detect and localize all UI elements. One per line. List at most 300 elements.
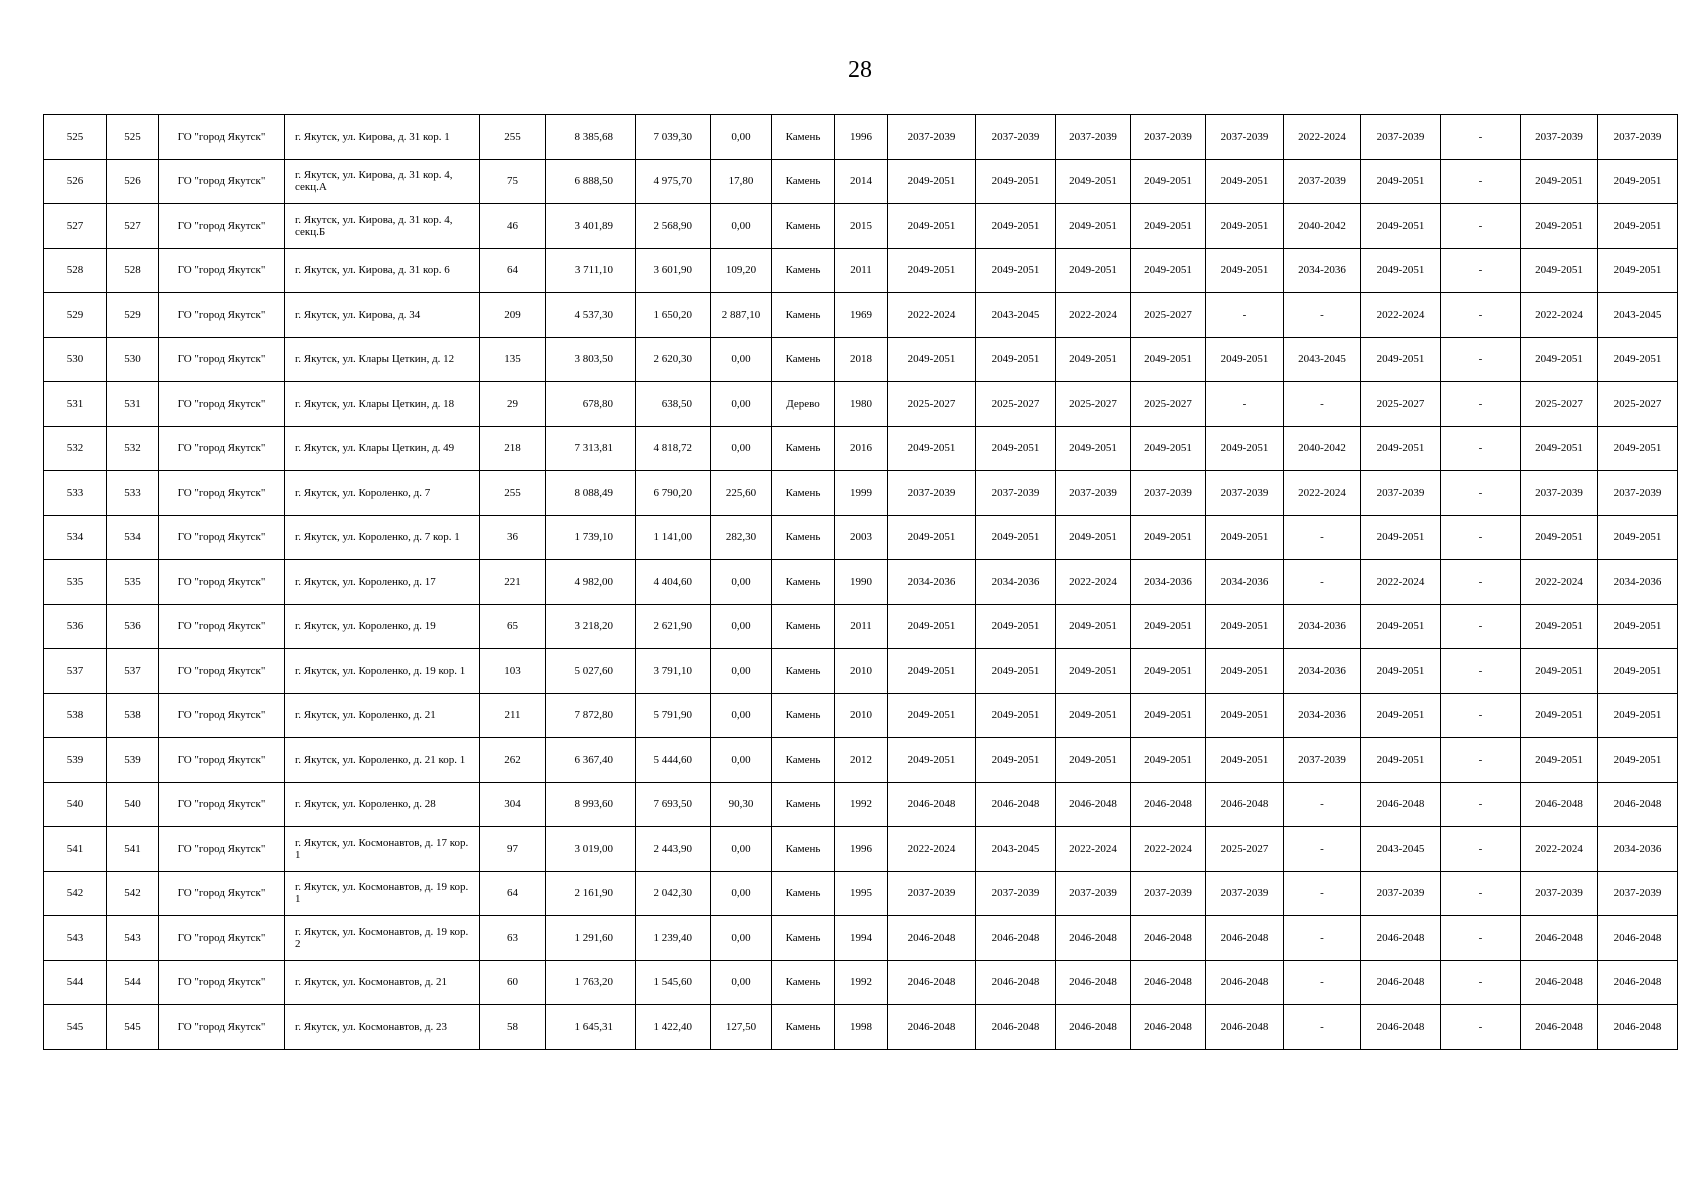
municipality-cell: ГО "город Якутск" bbox=[159, 426, 285, 471]
period-cell-7: 2049-2051 bbox=[1361, 337, 1441, 382]
address-cell: г. Якутск, ул. Кирова, д. 31 кор. 4, секц.Б bbox=[285, 204, 480, 249]
living-area-cell: 4 818,72 bbox=[636, 426, 711, 471]
period-cell-4: 2049-2051 bbox=[1131, 515, 1206, 560]
wall-material-cell: Дерево bbox=[772, 382, 835, 427]
house-number-cell: 532 bbox=[107, 426, 159, 471]
row-number-cell: 526 bbox=[44, 159, 107, 204]
period-cell-8: - bbox=[1441, 515, 1521, 560]
period-cell-9: 2037-2039 bbox=[1521, 115, 1598, 160]
residents-cell: 29 bbox=[480, 382, 546, 427]
residents-cell: 103 bbox=[480, 649, 546, 694]
build-year-cell: 2018 bbox=[835, 337, 888, 382]
period-cell-4: 2046-2048 bbox=[1131, 916, 1206, 961]
period-cell-3: 2049-2051 bbox=[1056, 649, 1131, 694]
address-cell: г. Якутск, ул. Кирова, д. 31 кор. 1 bbox=[285, 115, 480, 160]
period-cell-2: 2043-2045 bbox=[976, 827, 1056, 872]
living-area-cell: 2 568,90 bbox=[636, 204, 711, 249]
residents-cell: 304 bbox=[480, 782, 546, 827]
address-cell: г. Якутск, ул. Клары Цеткин, д. 12 bbox=[285, 337, 480, 382]
municipality-cell: ГО "город Якутск" bbox=[159, 693, 285, 738]
address-cell: г. Якутск, ул. Короленко, д. 19 bbox=[285, 604, 480, 649]
house-number-cell: 540 bbox=[107, 782, 159, 827]
period-cell-7: 2025-2027 bbox=[1361, 382, 1441, 427]
period-cell-9: 2022-2024 bbox=[1521, 560, 1598, 605]
build-year-cell: 1969 bbox=[835, 293, 888, 338]
registry-table bbox=[43, 114, 1678, 1050]
period-cell-3: 2049-2051 bbox=[1056, 604, 1131, 649]
row-number-cell: 542 bbox=[44, 871, 107, 916]
total-area-cell: 3 019,00 bbox=[546, 827, 636, 872]
row-number-cell: 534 bbox=[44, 515, 107, 560]
house-number-cell: 533 bbox=[107, 471, 159, 516]
period-cell-5: - bbox=[1206, 293, 1284, 338]
table-row bbox=[44, 293, 1678, 338]
nonliving-area-cell: 0,00 bbox=[711, 649, 772, 694]
row-number-cell: 535 bbox=[44, 560, 107, 605]
total-area-cell: 5 027,60 bbox=[546, 649, 636, 694]
period-cell-3: 2049-2051 bbox=[1056, 159, 1131, 204]
build-year-cell: 1980 bbox=[835, 382, 888, 427]
period-cell-10: 2049-2051 bbox=[1598, 693, 1678, 738]
residents-cell: 255 bbox=[480, 115, 546, 160]
period-cell-3: 2022-2024 bbox=[1056, 293, 1131, 338]
period-cell-10: 2049-2051 bbox=[1598, 204, 1678, 249]
period-cell-6: 2040-2042 bbox=[1284, 204, 1361, 249]
period-cell-4: 2037-2039 bbox=[1131, 871, 1206, 916]
period-cell-2: 2049-2051 bbox=[976, 337, 1056, 382]
table-row bbox=[44, 916, 1678, 961]
period-cell-2: 2034-2036 bbox=[976, 560, 1056, 605]
period-cell-8: - bbox=[1441, 248, 1521, 293]
house-number-cell: 542 bbox=[107, 871, 159, 916]
period-cell-1: 2049-2051 bbox=[888, 337, 976, 382]
nonliving-area-cell: 90,30 bbox=[711, 782, 772, 827]
nonliving-area-cell: 0,00 bbox=[711, 916, 772, 961]
period-cell-5: 2037-2039 bbox=[1206, 471, 1284, 516]
period-cell-1: 2046-2048 bbox=[888, 782, 976, 827]
house-number-cell: 541 bbox=[107, 827, 159, 872]
period-cell-8: - bbox=[1441, 916, 1521, 961]
period-cell-5: 2046-2048 bbox=[1206, 960, 1284, 1005]
wall-material-cell: Камень bbox=[772, 1005, 835, 1050]
living-area-cell: 3 791,10 bbox=[636, 649, 711, 694]
period-cell-3: 2022-2024 bbox=[1056, 827, 1131, 872]
period-cell-1: 2046-2048 bbox=[888, 1005, 976, 1050]
residents-cell: 46 bbox=[480, 204, 546, 249]
period-cell-1: 2049-2051 bbox=[888, 204, 976, 249]
period-cell-9: 2049-2051 bbox=[1521, 649, 1598, 694]
period-cell-9: 2037-2039 bbox=[1521, 871, 1598, 916]
total-area-cell: 6 367,40 bbox=[546, 738, 636, 783]
house-number-cell: 528 bbox=[107, 248, 159, 293]
period-cell-2: 2046-2048 bbox=[976, 782, 1056, 827]
address-cell: г. Якутск, ул. Космонавтов, д. 23 bbox=[285, 1005, 480, 1050]
build-year-cell: 1999 bbox=[835, 471, 888, 516]
address-cell: г. Якутск, ул. Короленко, д. 21 bbox=[285, 693, 480, 738]
period-cell-3: 2049-2051 bbox=[1056, 515, 1131, 560]
table-row bbox=[44, 337, 1678, 382]
table-row bbox=[44, 204, 1678, 249]
period-cell-9: 2022-2024 bbox=[1521, 827, 1598, 872]
wall-material-cell: Камень bbox=[772, 159, 835, 204]
period-cell-2: 2049-2051 bbox=[976, 604, 1056, 649]
period-cell-9: 2046-2048 bbox=[1521, 1005, 1598, 1050]
period-cell-7: 2049-2051 bbox=[1361, 738, 1441, 783]
period-cell-6: 2040-2042 bbox=[1284, 426, 1361, 471]
period-cell-5: 2049-2051 bbox=[1206, 604, 1284, 649]
build-year-cell: 1992 bbox=[835, 960, 888, 1005]
total-area-cell: 8 993,60 bbox=[546, 782, 636, 827]
period-cell-8: - bbox=[1441, 649, 1521, 694]
build-year-cell: 2010 bbox=[835, 693, 888, 738]
period-cell-6: - bbox=[1284, 916, 1361, 961]
wall-material-cell: Камень bbox=[772, 960, 835, 1005]
period-cell-1: 2049-2051 bbox=[888, 248, 976, 293]
period-cell-7: 2049-2051 bbox=[1361, 204, 1441, 249]
period-cell-9: 2049-2051 bbox=[1521, 204, 1598, 249]
period-cell-4: 2049-2051 bbox=[1131, 337, 1206, 382]
nonliving-area-cell: 127,50 bbox=[711, 1005, 772, 1050]
period-cell-8: - bbox=[1441, 426, 1521, 471]
house-number-cell: 530 bbox=[107, 337, 159, 382]
municipality-cell: ГО "город Якутск" bbox=[159, 115, 285, 160]
nonliving-area-cell: 2 887,10 bbox=[711, 293, 772, 338]
period-cell-1: 2025-2027 bbox=[888, 382, 976, 427]
nonliving-area-cell: 0,00 bbox=[711, 960, 772, 1005]
period-cell-9: 2049-2051 bbox=[1521, 738, 1598, 783]
house-number-cell: 527 bbox=[107, 204, 159, 249]
nonliving-area-cell: 0,00 bbox=[711, 871, 772, 916]
period-cell-5: 2025-2027 bbox=[1206, 827, 1284, 872]
period-cell-10: 2025-2027 bbox=[1598, 382, 1678, 427]
page-number: 28 bbox=[848, 57, 872, 83]
period-cell-9: 2049-2051 bbox=[1521, 248, 1598, 293]
build-year-cell: 2010 bbox=[835, 649, 888, 694]
table-row bbox=[44, 159, 1678, 204]
period-cell-3: 2049-2051 bbox=[1056, 693, 1131, 738]
period-cell-3: 2049-2051 bbox=[1056, 204, 1131, 249]
period-cell-4: 2049-2051 bbox=[1131, 248, 1206, 293]
period-cell-4: 2049-2051 bbox=[1131, 159, 1206, 204]
period-cell-4: 2049-2051 bbox=[1131, 649, 1206, 694]
living-area-cell: 3 601,90 bbox=[636, 248, 711, 293]
living-area-cell: 5 444,60 bbox=[636, 738, 711, 783]
period-cell-4: 2034-2036 bbox=[1131, 560, 1206, 605]
row-number-cell: 530 bbox=[44, 337, 107, 382]
living-area-cell: 1 650,20 bbox=[636, 293, 711, 338]
living-area-cell: 2 620,30 bbox=[636, 337, 711, 382]
wall-material-cell: Камень bbox=[772, 916, 835, 961]
period-cell-7: 2049-2051 bbox=[1361, 159, 1441, 204]
nonliving-area-cell: 17,80 bbox=[711, 159, 772, 204]
municipality-cell: ГО "город Якутск" bbox=[159, 1005, 285, 1050]
period-cell-2: 2049-2051 bbox=[976, 738, 1056, 783]
row-number-cell: 537 bbox=[44, 649, 107, 694]
nonliving-area-cell: 0,00 bbox=[711, 337, 772, 382]
residents-cell: 65 bbox=[480, 604, 546, 649]
address-cell: г. Якутск, ул. Короленко, д. 7 bbox=[285, 471, 480, 516]
period-cell-9: 2022-2024 bbox=[1521, 293, 1598, 338]
build-year-cell: 1992 bbox=[835, 782, 888, 827]
table-row bbox=[44, 960, 1678, 1005]
municipality-cell: ГО "город Якутск" bbox=[159, 204, 285, 249]
total-area-cell: 3 218,20 bbox=[546, 604, 636, 649]
living-area-cell: 6 790,20 bbox=[636, 471, 711, 516]
period-cell-2: 2049-2051 bbox=[976, 693, 1056, 738]
period-cell-6: 2043-2045 bbox=[1284, 337, 1361, 382]
period-cell-5: 2034-2036 bbox=[1206, 560, 1284, 605]
period-cell-5: 2049-2051 bbox=[1206, 159, 1284, 204]
period-cell-2: 2049-2051 bbox=[976, 426, 1056, 471]
row-number-cell: 529 bbox=[44, 293, 107, 338]
period-cell-10: 2034-2036 bbox=[1598, 827, 1678, 872]
residents-cell: 36 bbox=[480, 515, 546, 560]
period-cell-2: 2046-2048 bbox=[976, 916, 1056, 961]
period-cell-1: 2049-2051 bbox=[888, 515, 976, 560]
period-cell-7: 2046-2048 bbox=[1361, 782, 1441, 827]
period-cell-4: 2049-2051 bbox=[1131, 426, 1206, 471]
period-cell-6: - bbox=[1284, 827, 1361, 872]
residents-cell: 255 bbox=[480, 471, 546, 516]
period-cell-8: - bbox=[1441, 204, 1521, 249]
period-cell-4: 2046-2048 bbox=[1131, 960, 1206, 1005]
municipality-cell: ГО "город Якутск" bbox=[159, 604, 285, 649]
build-year-cell: 2003 bbox=[835, 515, 888, 560]
residents-cell: 75 bbox=[480, 159, 546, 204]
period-cell-8: - bbox=[1441, 693, 1521, 738]
living-area-cell: 7 039,30 bbox=[636, 115, 711, 160]
total-area-cell: 8 088,49 bbox=[546, 471, 636, 516]
period-cell-7: 2046-2048 bbox=[1361, 960, 1441, 1005]
residents-cell: 221 bbox=[480, 560, 546, 605]
period-cell-1: 2046-2048 bbox=[888, 916, 976, 961]
period-cell-4: 2049-2051 bbox=[1131, 604, 1206, 649]
house-number-cell: 534 bbox=[107, 515, 159, 560]
living-area-cell: 2 443,90 bbox=[636, 827, 711, 872]
period-cell-5: 2046-2048 bbox=[1206, 916, 1284, 961]
period-cell-6: - bbox=[1284, 560, 1361, 605]
period-cell-3: 2046-2048 bbox=[1056, 782, 1131, 827]
period-cell-8: - bbox=[1441, 159, 1521, 204]
build-year-cell: 2012 bbox=[835, 738, 888, 783]
address-cell: г. Якутск, ул. Клары Цеткин, д. 49 bbox=[285, 426, 480, 471]
nonliving-area-cell: 0,00 bbox=[711, 382, 772, 427]
house-number-cell: 543 bbox=[107, 916, 159, 961]
period-cell-6: - bbox=[1284, 1005, 1361, 1050]
wall-material-cell: Камень bbox=[772, 693, 835, 738]
house-number-cell: 545 bbox=[107, 1005, 159, 1050]
period-cell-10: 2049-2051 bbox=[1598, 426, 1678, 471]
address-cell: г. Якутск, ул. Короленко, д. 21 кор. 1 bbox=[285, 738, 480, 783]
house-number-cell: 535 bbox=[107, 560, 159, 605]
row-number-cell: 531 bbox=[44, 382, 107, 427]
period-cell-10: 2049-2051 bbox=[1598, 604, 1678, 649]
period-cell-6: - bbox=[1284, 871, 1361, 916]
period-cell-7: 2046-2048 bbox=[1361, 916, 1441, 961]
period-cell-10: 2037-2039 bbox=[1598, 115, 1678, 160]
period-cell-7: 2049-2051 bbox=[1361, 693, 1441, 738]
period-cell-1: 2049-2051 bbox=[888, 738, 976, 783]
address-cell: г. Якутск, ул. Кирова, д. 31 кор. 4, секц.А bbox=[285, 159, 480, 204]
period-cell-1: 2049-2051 bbox=[888, 693, 976, 738]
house-number-cell: 526 bbox=[107, 159, 159, 204]
build-year-cell: 2011 bbox=[835, 248, 888, 293]
period-cell-9: 2037-2039 bbox=[1521, 471, 1598, 516]
period-cell-6: 2034-2036 bbox=[1284, 248, 1361, 293]
total-area-cell: 1 645,31 bbox=[546, 1005, 636, 1050]
residents-cell: 64 bbox=[480, 248, 546, 293]
wall-material-cell: Камень bbox=[772, 604, 835, 649]
municipality-cell: ГО "город Якутск" bbox=[159, 560, 285, 605]
table-row bbox=[44, 248, 1678, 293]
table-row bbox=[44, 471, 1678, 516]
period-cell-6: - bbox=[1284, 293, 1361, 338]
residents-cell: 64 bbox=[480, 871, 546, 916]
period-cell-8: - bbox=[1441, 604, 1521, 649]
period-cell-8: - bbox=[1441, 115, 1521, 160]
municipality-cell: ГО "город Якутск" bbox=[159, 382, 285, 427]
period-cell-1: 2046-2048 bbox=[888, 960, 976, 1005]
address-cell: г. Якутск, ул. Космонавтов, д. 19 кор. 2 bbox=[285, 916, 480, 961]
period-cell-4: 2025-2027 bbox=[1131, 293, 1206, 338]
house-number-cell: 525 bbox=[107, 115, 159, 160]
period-cell-9: 2049-2051 bbox=[1521, 337, 1598, 382]
period-cell-3: 2037-2039 bbox=[1056, 871, 1131, 916]
period-cell-1: 2049-2051 bbox=[888, 426, 976, 471]
total-area-cell: 3 711,10 bbox=[546, 248, 636, 293]
address-cell: г. Якутск, ул. Кирова, д. 31 кор. 6 bbox=[285, 248, 480, 293]
wall-material-cell: Камень bbox=[772, 248, 835, 293]
address-cell: г. Якутск, ул. Клары Цеткин, д. 18 bbox=[285, 382, 480, 427]
period-cell-10: 2043-2045 bbox=[1598, 293, 1678, 338]
nonliving-area-cell: 0,00 bbox=[711, 204, 772, 249]
period-cell-7: 2022-2024 bbox=[1361, 560, 1441, 605]
period-cell-7: 2037-2039 bbox=[1361, 471, 1441, 516]
house-number-cell: 538 bbox=[107, 693, 159, 738]
row-number-cell: 536 bbox=[44, 604, 107, 649]
period-cell-7: 2049-2051 bbox=[1361, 248, 1441, 293]
period-cell-5: 2049-2051 bbox=[1206, 337, 1284, 382]
total-area-cell: 7 872,80 bbox=[546, 693, 636, 738]
period-cell-8: - bbox=[1441, 337, 1521, 382]
build-year-cell: 2011 bbox=[835, 604, 888, 649]
build-year-cell: 1994 bbox=[835, 916, 888, 961]
municipality-cell: ГО "город Якутск" bbox=[159, 782, 285, 827]
house-number-cell: 539 bbox=[107, 738, 159, 783]
period-cell-1: 2034-2036 bbox=[888, 560, 976, 605]
address-cell: г. Якутск, ул. Короленко, д. 19 кор. 1 bbox=[285, 649, 480, 694]
living-area-cell: 2 042,30 bbox=[636, 871, 711, 916]
table-row bbox=[44, 560, 1678, 605]
total-area-cell: 678,80 bbox=[546, 382, 636, 427]
residents-cell: 63 bbox=[480, 916, 546, 961]
living-area-cell: 4 404,60 bbox=[636, 560, 711, 605]
residents-cell: 262 bbox=[480, 738, 546, 783]
period-cell-1: 2049-2051 bbox=[888, 649, 976, 694]
period-cell-2: 2046-2048 bbox=[976, 1005, 1056, 1050]
row-number-cell: 539 bbox=[44, 738, 107, 783]
period-cell-6: - bbox=[1284, 515, 1361, 560]
period-cell-5: - bbox=[1206, 382, 1284, 427]
total-area-cell: 1 291,60 bbox=[546, 916, 636, 961]
period-cell-4: 2049-2051 bbox=[1131, 738, 1206, 783]
period-cell-7: 2037-2039 bbox=[1361, 871, 1441, 916]
period-cell-4: 2049-2051 bbox=[1131, 693, 1206, 738]
period-cell-10: 2037-2039 bbox=[1598, 871, 1678, 916]
build-year-cell: 1996 bbox=[835, 827, 888, 872]
period-cell-2: 2049-2051 bbox=[976, 204, 1056, 249]
period-cell-6: - bbox=[1284, 382, 1361, 427]
period-cell-10: 2037-2039 bbox=[1598, 471, 1678, 516]
row-number-cell: 544 bbox=[44, 960, 107, 1005]
house-number-cell: 544 bbox=[107, 960, 159, 1005]
wall-material-cell: Камень bbox=[772, 649, 835, 694]
period-cell-5: 2046-2048 bbox=[1206, 1005, 1284, 1050]
period-cell-2: 2037-2039 bbox=[976, 471, 1056, 516]
period-cell-7: 2049-2051 bbox=[1361, 515, 1441, 560]
table-row bbox=[44, 738, 1678, 783]
period-cell-5: 2037-2039 bbox=[1206, 871, 1284, 916]
municipality-cell: ГО "город Якутск" bbox=[159, 827, 285, 872]
period-cell-1: 2037-2039 bbox=[888, 871, 976, 916]
period-cell-10: 2049-2051 bbox=[1598, 515, 1678, 560]
municipality-cell: ГО "город Якутск" bbox=[159, 159, 285, 204]
period-cell-1: 2049-2051 bbox=[888, 604, 976, 649]
living-area-cell: 2 621,90 bbox=[636, 604, 711, 649]
wall-material-cell: Камень bbox=[772, 515, 835, 560]
period-cell-1: 2022-2024 bbox=[888, 293, 976, 338]
period-cell-6: 2037-2039 bbox=[1284, 159, 1361, 204]
total-area-cell: 6 888,50 bbox=[546, 159, 636, 204]
row-number-cell: 525 bbox=[44, 115, 107, 160]
table-row bbox=[44, 515, 1678, 560]
period-cell-7: 2049-2051 bbox=[1361, 604, 1441, 649]
living-area-cell: 638,50 bbox=[636, 382, 711, 427]
period-cell-8: - bbox=[1441, 471, 1521, 516]
table-row bbox=[44, 649, 1678, 694]
wall-material-cell: Камень bbox=[772, 204, 835, 249]
nonliving-area-cell: 0,00 bbox=[711, 693, 772, 738]
municipality-cell: ГО "город Якутск" bbox=[159, 916, 285, 961]
total-area-cell: 4 537,30 bbox=[546, 293, 636, 338]
period-cell-6: 2034-2036 bbox=[1284, 649, 1361, 694]
row-number-cell: 543 bbox=[44, 916, 107, 961]
period-cell-2: 2043-2045 bbox=[976, 293, 1056, 338]
period-cell-10: 2046-2048 bbox=[1598, 960, 1678, 1005]
build-year-cell: 1990 bbox=[835, 560, 888, 605]
build-year-cell: 2015 bbox=[835, 204, 888, 249]
address-cell: г. Якутск, ул. Кирова, д. 34 bbox=[285, 293, 480, 338]
row-number-cell: 528 bbox=[44, 248, 107, 293]
nonliving-area-cell: 0,00 bbox=[711, 560, 772, 605]
period-cell-2: 2046-2048 bbox=[976, 960, 1056, 1005]
living-area-cell: 7 693,50 bbox=[636, 782, 711, 827]
wall-material-cell: Камень bbox=[772, 471, 835, 516]
wall-material-cell: Камень bbox=[772, 560, 835, 605]
period-cell-8: - bbox=[1441, 827, 1521, 872]
period-cell-10: 2046-2048 bbox=[1598, 1005, 1678, 1050]
build-year-cell: 1996 bbox=[835, 115, 888, 160]
wall-material-cell: Камень bbox=[772, 871, 835, 916]
period-cell-9: 2046-2048 bbox=[1521, 960, 1598, 1005]
table-row bbox=[44, 382, 1678, 427]
house-number-cell: 536 bbox=[107, 604, 159, 649]
period-cell-1: 2049-2051 bbox=[888, 159, 976, 204]
period-cell-3: 2022-2024 bbox=[1056, 560, 1131, 605]
residents-cell: 209 bbox=[480, 293, 546, 338]
row-number-cell: 538 bbox=[44, 693, 107, 738]
period-cell-2: 2049-2051 bbox=[976, 159, 1056, 204]
